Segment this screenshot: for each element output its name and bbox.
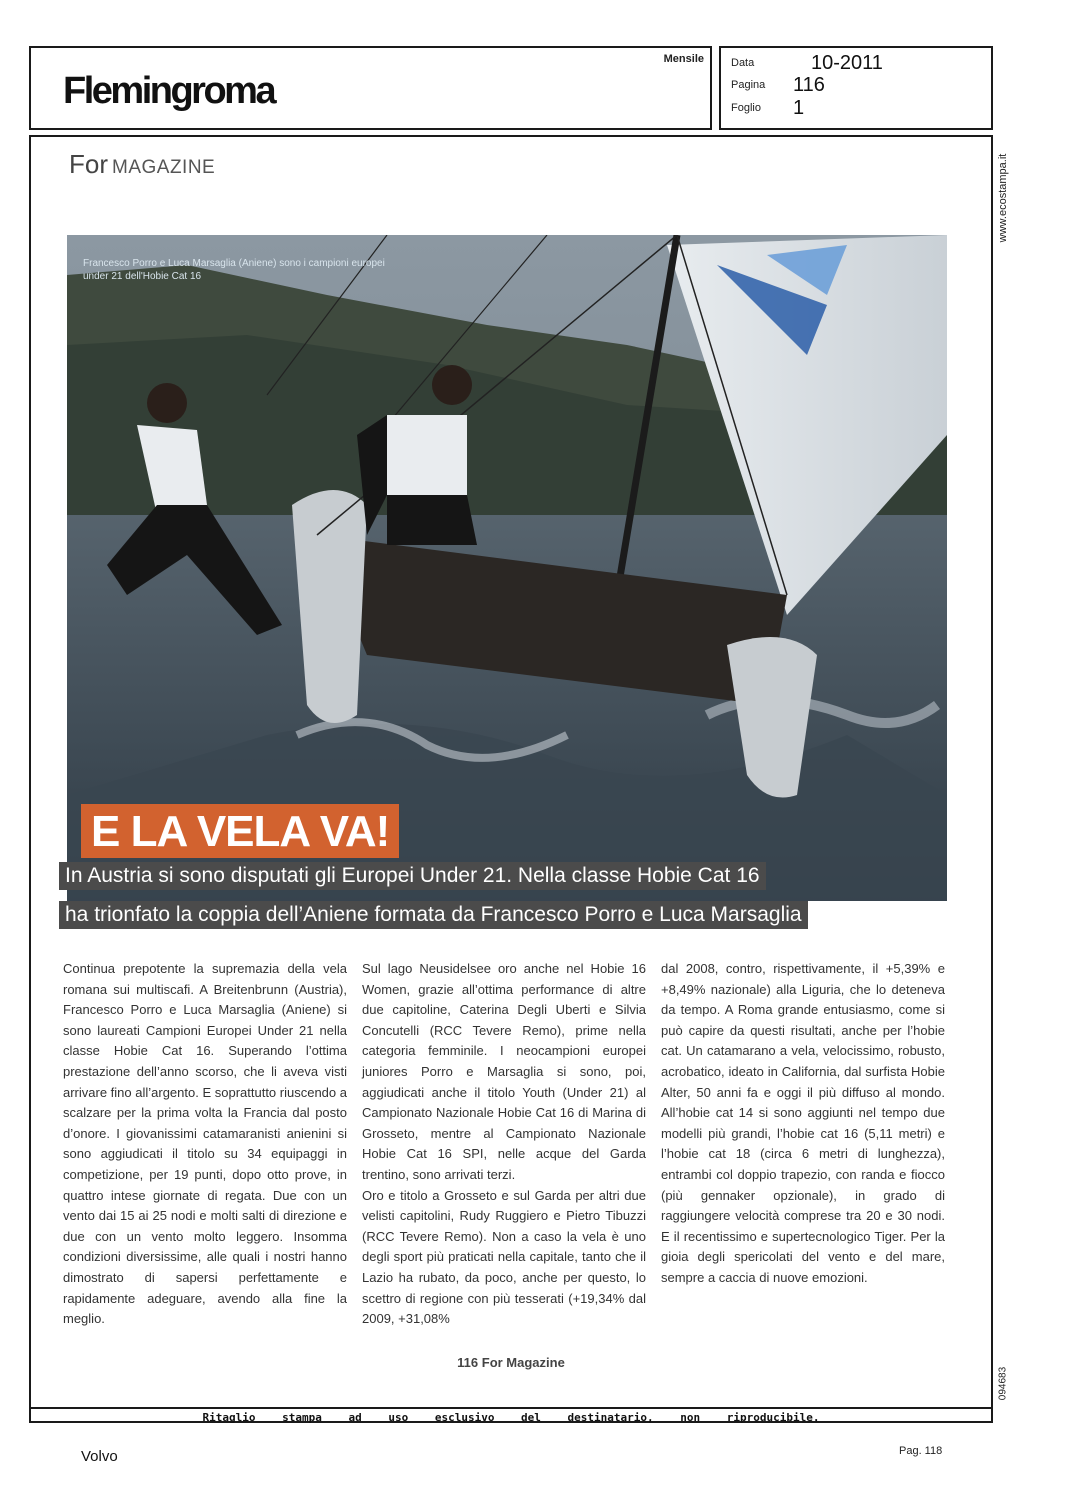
sheet-value: 1 [793, 97, 805, 119]
article-column-1 [63, 959, 347, 1330]
magazine-page-footer: 116 For Magazine [457, 1355, 565, 1370]
section-title-main: For [69, 149, 108, 179]
section-title-sub: MAGAZINE [112, 157, 216, 178]
article-subhead-line2: ha trionfato la coppia dell’Aniene formata da Francesco Porro e Luca Marsaglia [59, 901, 808, 929]
side-code-text: 094683 [997, 1366, 1009, 1401]
article-paragraph: dal 2008, contro, rispettivamente, il +5,39% e +8,49% nazionale) alla Liguria, che lo deteneva da tempo. A Roma grande entusiasmo, come si può capire da questi risultati, anche per l’hobie cat. Un catamarano a vela, velocissimo, robusto, acrobatico, ideato in California, dal surfista Hobie Alter, 50 anni fa e oggi il più diffuso al mondo. All’hobie cat 14 si sono aggiunti nel tempo due modelli più grandi, l’hobie cat 16 (5,11 metri) e l’hobie cat 18 (circa 6 metri di lunghezza), entrambi col doppio trapezio, con randa e fiocco (più gennaker opzionale), in grado di raggiungere velocità comprese tra 20 e 30 nodi. E il recentissimo e supertecnologico Tiger. Per la gioia degli spericolati del vento e del mare, sempre a caccia di nuove emozioni. [661, 961, 945, 1285]
meta-date-row [731, 52, 981, 74]
meta-sheet-row [731, 97, 981, 119]
page-value: 116 [793, 74, 825, 96]
article-headline: E LA VELA VA! [81, 804, 399, 858]
publication-header [29, 46, 712, 130]
issue-meta [719, 46, 993, 130]
page-number: Pag. 118 [899, 1445, 943, 1457]
page-label: Pagina [731, 79, 766, 91]
side-url [995, 150, 1011, 250]
article-column-3 [661, 959, 945, 1289]
photo-caption: Francesco Porro e Luca Marsaglia (Aniene) sono i campioni europei under 21 dell'Hobie Cat 16 [83, 258, 385, 282]
sheet-label: Foglio [731, 102, 761, 114]
article-paragraph: Oro e titolo a Grosseto e sul Garda per altri due velisti capitolini, Rudy Ruggiero e Pietro Tibuzzi (RCC Tevere Remo). Non a caso la vela è uno degli sport più praticati nella capitale, tanto che il Lazio ha rubato, da poco, anche per questo, lo scettro di regione con più tesserati (+19,34% dal 2009, +31,08% [362, 1187, 646, 1327]
article-paragraph: Continua prepotente la supremazia della vela romana sui multiscafi. A Breitenbrunn (Austria), Francesco Porro e Luca Marsaglia (Aniene) si sono laureati Campioni Europei Under 21 nella classe Hobie Cat 16. Superando l’ottima prestazione dell’anno scorso, che li aveva visti arrivare fino all’argento. E soprattutto riuscendo a scalzare per la prima volta la Francia dal posto d’onore. I giovanissimi catamaranisti anienini si sono aggiudicati il titolo su 34 equipaggi in competizione, per 19 punti, dopo otto prove, in quattro intese giornate di regata. Due con un vento dai 15 ai 25 nodi e molti salti di direzione e due con un vento molto leggero. Insomma condizioni diversissime, alle quali i nostri hanno dimostrato di sapersi perfettamente e rapidamente adeguare, avendo alla fine la meglio. [63, 961, 347, 1327]
clipping-area [29, 135, 993, 1423]
section-title [69, 149, 215, 180]
client-name: Volvo [81, 1448, 118, 1465]
side-url-text: www.ecostampa.it [997, 153, 1009, 243]
reproduction-notice: Ritaglio stampa ad uso esclusivo del destinatario, non riproducibile. [31, 1407, 991, 1424]
date-label: Data [731, 57, 755, 69]
meta-page-row [731, 74, 981, 96]
side-code [995, 1360, 1011, 1410]
date-value: 10-2011 [811, 52, 883, 74]
publication-logo: Flemingroma [63, 70, 275, 112]
catamaran-illustration [67, 235, 947, 901]
article-paragraph: Sul lago Neusidelsee oro anche nel Hobie 16 Women, grazie all’ottima performance di altre due capitoline, Caterina Degli Uberti e Silvia Concutelli (RCC Tevere Remo), prime nella categoria femminile. I neocampioni europei juniores Porro e Marsaglia si sono, poi, aggiudicati anche il titolo Youth (Under 21) al Campionato Nazionale Hobie Cat 16 di Marina di Grosseto, mentre al Campionato Nazionale Hobie Cat 16 SPI, nelle acque del Garda trentino, sono arrivati terzi. [362, 961, 646, 1182]
article-column-2 [362, 959, 646, 1330]
periodicity-label: Mensile [663, 53, 704, 65]
sailing-photo [67, 235, 947, 901]
article-subhead-line1: In Austria si sono disputati gli Europei Under 21. Nella classe Hobie Cat 16 [59, 862, 766, 890]
